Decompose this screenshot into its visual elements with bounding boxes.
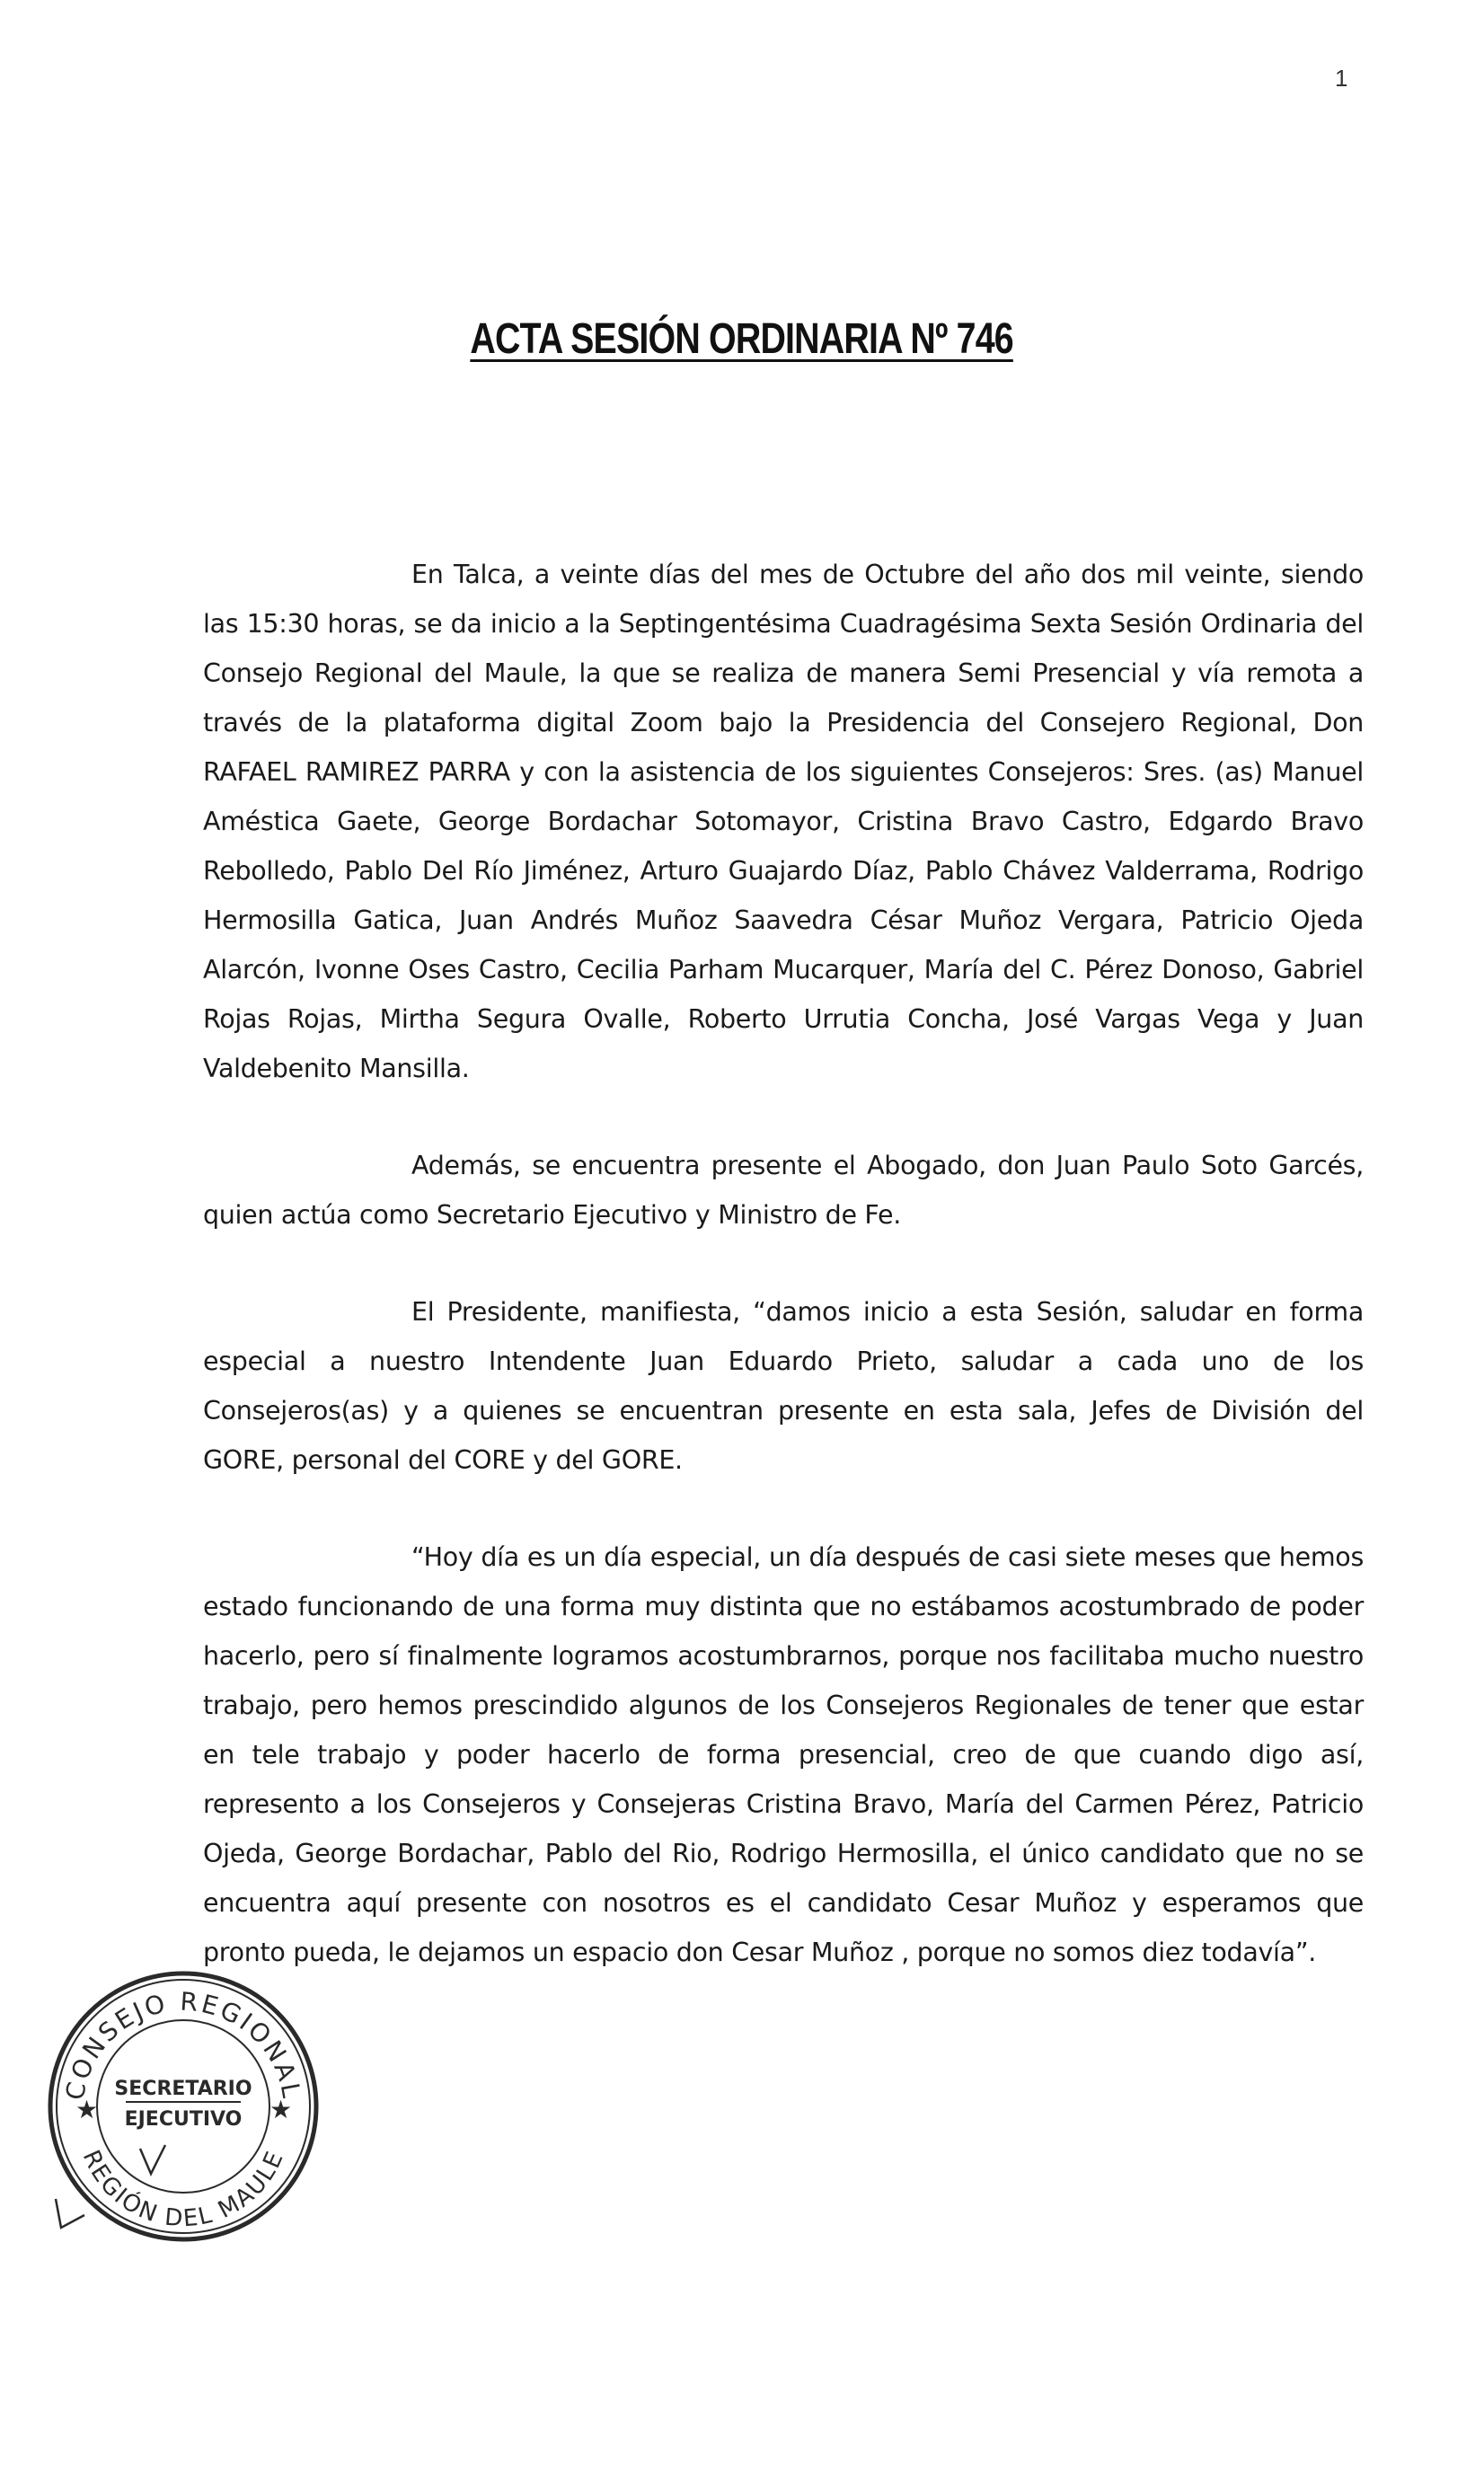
seal-center-line1: SECRETARIO bbox=[114, 2078, 252, 2100]
seal-star-right-icon: ★ bbox=[269, 2095, 293, 2124]
document-title bbox=[0, 314, 1484, 364]
official-seal-stamp bbox=[40, 1958, 327, 2246]
document-title-text: ACTA SESIÓN ORDINARIA Nº 746 bbox=[470, 315, 1014, 363]
seal-graphic bbox=[40, 1958, 327, 2246]
seal-bottom-text: REGIÓN DEL MAULE bbox=[76, 2146, 290, 2233]
svg-text:REGIÓN DEL MAULE bbox=[77, 2146, 290, 2232]
seal-center-line2: EJECUTIVO bbox=[124, 2108, 243, 2131]
page-number: 1 bbox=[1335, 65, 1348, 92]
seal-star-left-icon: ★ bbox=[75, 2095, 99, 2124]
paragraph-president-speech: “Hoy día es un día especial, un día después de casi siete meses que hemos estado funcionando de una forma muy distinta que no estábamos acostumbrado de poder hacerlo, pero sí finalmente logramos acostumbrarnos, porque nos facilitaba mucho nuestro trabajo, pero hemos prescindido algunos de los Consejeros Regionales de tener que estar en tele trabajo y poder hacerlo de forma presencial, creo de que cuando digo así, represento a los Consejeros y Consejeras Cristina Bravo, María del Carmen Pérez, Patricio Ojeda, George Bordachar, Pablo del Rio, Rodrigo Hermosilla, el único candidato que no se encuentra aquí presente con nosotros es el candidato Cesar Muñoz y esperamos que pronto pueda, le dejamos un espacio don Cesar Muñoz , porque no somos diez todavía”. bbox=[203, 1542, 1364, 1967]
seal-signature-mark bbox=[140, 2145, 165, 2174]
paragraph-secretary: Además, se encuentra presente el Abogado, don Juan Paulo Soto Garcés, quien actúa como Secretario Ejecutivo y Ministro de Fe. bbox=[203, 1151, 1364, 1230]
document-body bbox=[203, 550, 1364, 2025]
paragraph-president-greeting: El Presidente, manifiesta, “damos inicio a esta Sesión, saludar en forma especial a nuestro Intendente Juan Eduardo Prieto, saludar a cada uno de los Consejeros(as) y a quienes se encuentran presente en esta sala, Jefes de División del GORE, personal del CORE y del GORE. bbox=[203, 1297, 1364, 1475]
seal-corner-mark bbox=[56, 2199, 84, 2228]
seal-outer-text: CONSEJO REGIONAL bbox=[59, 1986, 307, 2103]
paragraph-session-opening: En Talca, a veinte días del mes de Octubre del año dos mil veinte, siendo las 15:30 horas, se da inicio a la Septingentésima Cuadragésima Sexta Sesión Ordinaria del Consejo Regional del Maule, la que se realiza de manera Semi Presencial y vía remota a través de la plataforma digital Zoom bajo la Presidencia del Consejero Regional, Don RAFAEL RAMIREZ PARRA y con la asistencia de los siguientes Consejeros: Sres. (as) Manuel Améstica Gaete, George Bordachar Sotomayor, Cristina Bravo Castro, Edgardo Bravo Rebolledo, Pablo Del Río Jiménez, Arturo Guajardo Díaz, Pablo Chávez Valderrama, Rodrigo Hermosilla Gatica, Juan Andrés Muñoz Saavedra César Muñoz Vergara, Patricio Ojeda Alarcón, Ivonne Oses Castro, Cecilia Parham Mucarquer, María del C. Pérez Donoso, Gabriel Rojas Rojas, Mirtha Segura Ovalle, Roberto Urrutia Concha, José Vargas Vega y Juan Valdebenito Mansilla. bbox=[203, 560, 1364, 1083]
